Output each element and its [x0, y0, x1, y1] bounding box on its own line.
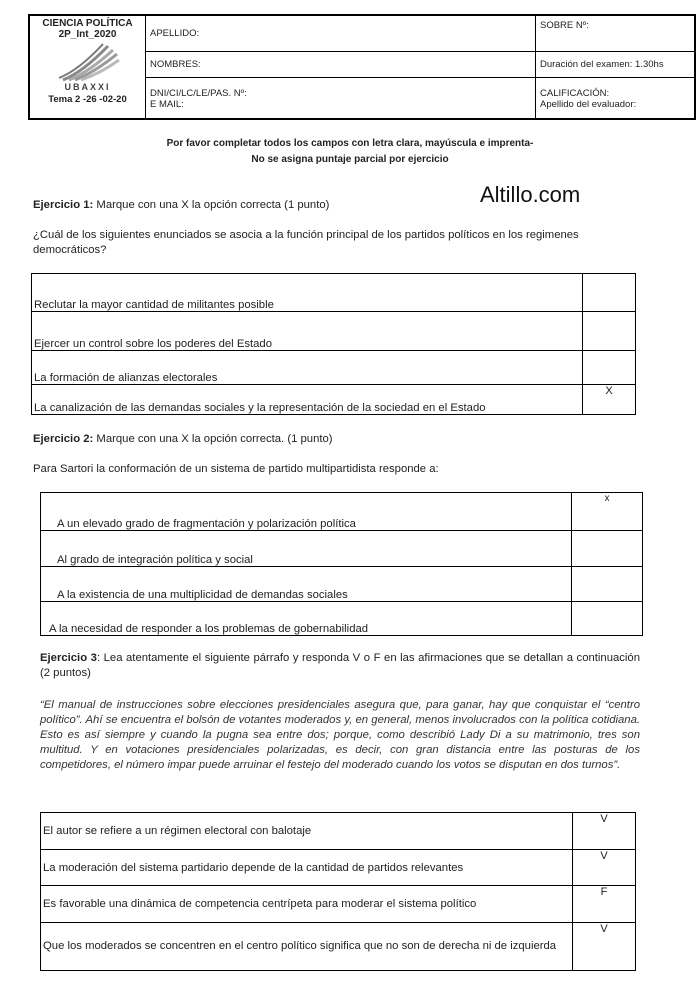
institution-block — [30, 16, 146, 120]
ex1-option-row — [32, 274, 636, 312]
watermark: Altillo.com — [480, 182, 581, 207]
ex3-answer-box[interactable]: F — [573, 886, 636, 923]
ex3-statement-text: El autor se refiere a un régimen electoral con balotaje — [41, 813, 573, 850]
ex3-statement-row — [41, 886, 636, 923]
ex1-option-text: La formación de alianzas electorales — [32, 351, 583, 385]
ex2-option-row — [41, 602, 643, 636]
calificacion-field[interactable] — [536, 78, 696, 120]
ex2-option-text: Al grado de integración política y social — [41, 531, 572, 567]
ex2-option-row — [41, 493, 643, 531]
ex2-prompt: Marque con una X la opción correcta. (1 punto) — [93, 433, 333, 445]
ex1-answer-box[interactable] — [583, 351, 636, 385]
ex2-option-text: A la necesidad de responder a los problemas de gobernabilidad — [41, 602, 572, 636]
ex3-quote: “El manual de instrucciones sobre elecciones presidenciales asegura que, para ganar, hay que conquistar el “centro político”. Ahí se encuentra el bolsón de votantes moderados y, en general, menos involucrados con la política cotidiana. Esto es así siempre y cuando la pugna sea entre dos; porque, como describió Lady Di a su matrimonio, tres son multitud. Y en votaciones presidenciales polarizadas, es decir, con gran distancia entre las posturas de los competidores, el número impar puede arruinar el festejo del moderado cuando los votos se disputan en dos turnos”. — [40, 699, 640, 771]
ex3-label: Ejercicio 3 — [40, 652, 97, 664]
ex2-option-row — [41, 531, 643, 567]
ex3-heading — [40, 651, 640, 681]
tema-date: Tema 2 -26 -02-20 — [48, 94, 127, 105]
ex3-statement-row — [41, 850, 636, 886]
ex2-option-text: A la existencia de una multiplicidad de demandas sociales — [41, 567, 572, 602]
ex1-option-row — [32, 351, 636, 385]
ex1-answer-box[interactable]: X — [583, 385, 636, 415]
dni-label: DNI/CI/LC/LE/PAS. Nº: — [150, 88, 247, 99]
apellido-field[interactable]: APELLIDO: — [146, 16, 536, 52]
ex3-prompt: : Lea atentamente el siguiente párrafo y responda V o F en las afirmaciones que se detallan a continuación (2 puntos) — [40, 652, 640, 679]
logo-text: UBAXXI — [64, 82, 111, 92]
ex3-statement-text: Es favorable una dinámica de competencia centrípeta para moderar el sistema político — [41, 886, 573, 923]
ex3-statement-row — [41, 813, 636, 850]
ex1-label: Ejercicio 1: — [33, 199, 94, 211]
ex3-statements-table — [40, 812, 636, 971]
ex1-option-text: Ejercer un control sobre los poderes del Estado — [32, 312, 583, 351]
ex2-options-table — [40, 492, 643, 636]
ex1-option-row — [32, 312, 636, 351]
ex2-answer-box[interactable] — [572, 531, 643, 567]
ex1-options-table — [31, 273, 636, 415]
ex3-answer-box[interactable]: V — [573, 850, 636, 886]
ex1-answer-box[interactable] — [583, 274, 636, 312]
nombres-field[interactable]: NOMBRES: — [146, 52, 536, 78]
course-title: CIENCIA POLÍTICA — [42, 18, 133, 29]
ex1-option-text: La canalización de las demandas sociales y la representación de la sociedad en el Estado — [32, 385, 583, 415]
ex1-option-row — [32, 385, 636, 415]
ex2-answer-box[interactable] — [572, 567, 643, 602]
ex2-option-text: A un elevado grado de fragmentación y polarización política — [41, 493, 572, 531]
ex1-answer-box[interactable] — [583, 312, 636, 351]
ex1-heading — [33, 198, 329, 213]
calificacion-label: CALIFICACIÓN: — [540, 88, 610, 99]
sobre-field[interactable]: SOBRE Nº: — [536, 16, 696, 52]
ex3-statement-text: Que los moderados se concentren en el centro político significa que no son de derecha ni de izquierda — [41, 923, 573, 971]
ex3-answer-box[interactable]: V — [573, 813, 636, 850]
ex2-answer-box[interactable] — [572, 602, 643, 636]
ex3-statement-row — [41, 923, 636, 971]
ex2-question: Para Sartori la conformación de un sistema de partido multipartidista responde a: — [33, 463, 439, 475]
exam-header — [28, 14, 696, 120]
ex3-answer-box[interactable]: V — [573, 923, 636, 971]
ex1-option-text: Reclutar la mayor cantidad de militantes posible — [32, 274, 583, 312]
duration-label: Duración del examen: 1.30hs — [536, 52, 696, 78]
ex2-label: Ejercicio 2: — [33, 433, 94, 445]
ex2-heading — [33, 432, 333, 447]
evaluador-label: Apellido del evaluador: — [540, 99, 637, 110]
instructions-line2: No se asigna puntaje parcial por ejercicio — [251, 154, 449, 165]
ex1-question: ¿Cuál de los siguientes enunciados se asocia a la función principal de los partidos políticos en los regimenes democráticos? — [33, 229, 579, 256]
ex3-statement-text: La moderación del sistema partidario depende de la cantidad de partidos relevantes — [41, 850, 573, 886]
ex1-prompt: Marque con una X la opción correcta (1 punto) — [93, 199, 330, 211]
exam-code: 2P_Int_2020 — [58, 29, 117, 40]
email-label: E MAIL: — [150, 99, 184, 110]
dni-email-field[interactable] — [146, 78, 536, 120]
ex2-answer-box[interactable]: x — [572, 493, 643, 531]
instructions-line1: Por favor completar todos los campos con letra clara, mayúscula e imprenta- — [166, 138, 534, 149]
ubaxxi-logo-icon — [53, 42, 123, 82]
ex2-option-row — [41, 567, 643, 602]
